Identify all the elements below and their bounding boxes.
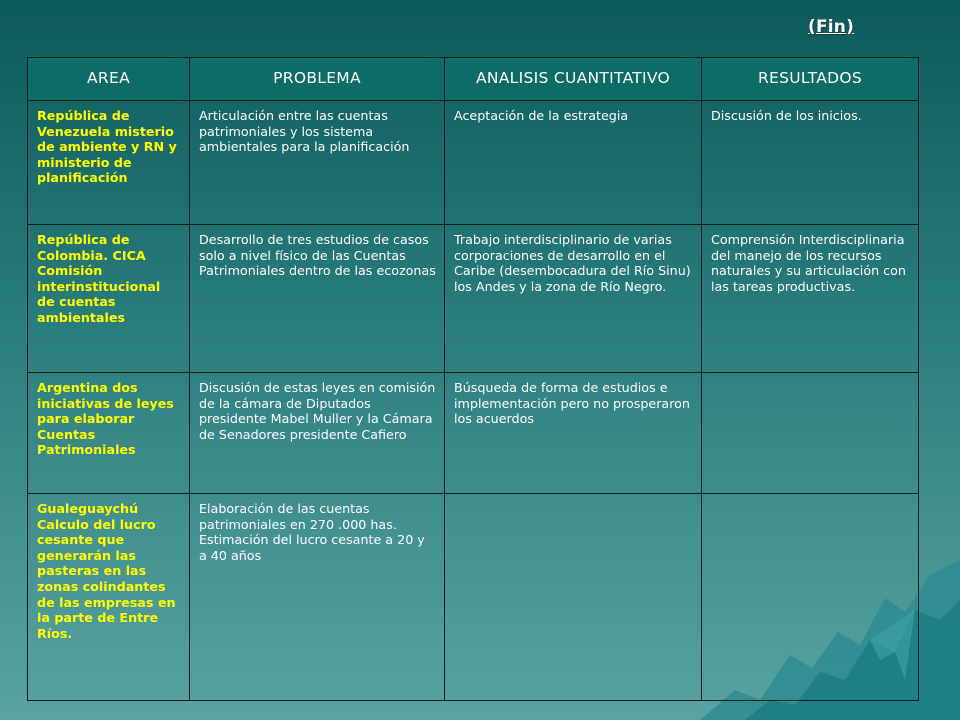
cell-resultados	[702, 373, 919, 494]
cell-problema: Discusión de estas leyes en comisión de la cámara de Diputados presidente Mabel Muller y la Cámara de Senadores presidente Cafiero	[190, 373, 445, 494]
cell-analisis: Aceptación de la estrategia	[445, 101, 702, 225]
end-label: (Fin)	[808, 17, 855, 37]
cell-analisis: Búsqueda de forma de estudios e implementación pero no prosperaron los acuerdos	[445, 373, 702, 494]
cell-area: República de Venezuela misterio de ambiente y RN y ministerio de planificación	[28, 101, 190, 225]
header-resultados: RESULTADOS	[702, 58, 919, 101]
cell-area: Gualeguaychú Calculo del lucro cesante que generarán las pasteras en las zonas colindantes de las empresas en la parte de Entre Ríos.	[28, 494, 190, 701]
header-area: AREA	[28, 58, 190, 101]
header-problema: PROBLEMA	[190, 58, 445, 101]
cell-resultados: Discusión de los inicios.	[702, 101, 919, 225]
cell-analisis	[445, 494, 702, 701]
cell-area: República de Colombia. CICA Comisión interinstitucional de cuentas ambientales	[28, 225, 190, 373]
table-row	[28, 494, 919, 701]
cell-problema: Elaboración de las cuentas patrimoniales en 270 .000 has. Estimación del lucro cesante a 20 y a 40 años	[190, 494, 445, 701]
cell-resultados: Comprensión Interdisciplinaria del manejo de los recursos naturales y su articulación con las tareas productivas.	[702, 225, 919, 373]
comparison-table	[27, 57, 919, 701]
table-row	[28, 225, 919, 373]
cell-problema: Desarrollo de tres estudios de casos solo a nivel físico de las Cuentas Patrimoniales dentro de las ecozonas	[190, 225, 445, 373]
header-analisis: ANALISIS CUANTITATIVO	[445, 58, 702, 101]
cell-area: Argentina dos iniciativas de leyes para elaborar Cuentas Patrimoniales	[28, 373, 190, 494]
cell-problema: Articulación entre las cuentas patrimoniales y los sistema ambientales para la planificación	[190, 101, 445, 225]
cell-resultados	[702, 494, 919, 701]
table-row	[28, 373, 919, 494]
table-row	[28, 101, 919, 225]
table-header-row	[28, 58, 919, 101]
cell-analisis: Trabajo interdisciplinario de varias corporaciones de desarrollo en el Caribe (desembocadura del Río Sinu) los Andes y la zona de Río Negro.	[445, 225, 702, 373]
